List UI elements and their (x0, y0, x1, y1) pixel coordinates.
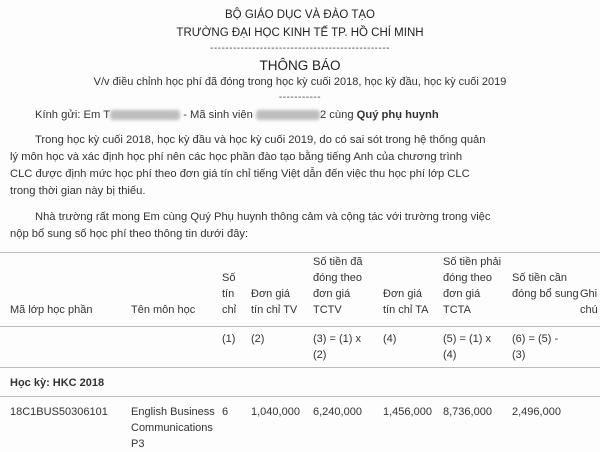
th-so-tin-chi: Số tín chỉ (222, 272, 237, 316)
kinh-gui-label: Kính gửi: Em (35, 109, 101, 121)
cell-don-gia-tv: 1,040,000 (251, 406, 300, 418)
redacted-student-id (256, 110, 320, 120)
formula-don-gia-tv: (2) (251, 333, 265, 345)
ministry-name: BỘ GIÁO DỤC VÀ ĐÀO TẠO (225, 9, 375, 21)
header-divider (0, 326, 600, 327)
formula-so-tien-can-bo-sung: (6) = (5) - (3) (512, 333, 559, 361)
cell-so-tien-da-dong: 6,240,000 (313, 406, 362, 418)
th-ten-mon: Tên môn học (131, 304, 196, 316)
formula-so-tien-da-dong: (3) = (1) x (2) (313, 333, 361, 361)
formula-divider (0, 367, 600, 368)
paragraph-1-line-2: lý môn học và xác định học phí nên các học phần đào tạo bằng tiếng Anh của chương trình (10, 151, 463, 163)
paragraph-1-line-4: trong thời gian này bị thiếu. (10, 185, 146, 197)
th-don-gia-ta: Đơn giá tín chỉ TA (383, 288, 429, 316)
cell-ten-mon: English Business Communications P3 (131, 406, 215, 450)
table-top-border (0, 252, 600, 253)
header-separator: ----------------------------------------------- (209, 43, 390, 54)
cell-so-tin-chi: 6 (222, 406, 229, 418)
th-don-gia-tv: Đơn giá tín chỉ TV (251, 288, 298, 316)
parent-label: Quý phụ huynh (356, 109, 439, 121)
paragraph-1-line-3: CLC được định mức học phí theo đơn giá tín chỉ tiếng Việt dẫn đến việc thu học phí lớp CLC (10, 168, 470, 180)
semester-divider (0, 396, 600, 397)
th-so-tien-can-bo-sung: Số tiền cần đóng bổ sung (512, 272, 579, 300)
cell-don-gia-ta: 1,456,000 (383, 406, 432, 418)
th-ghi-chu: Ghi chú (580, 288, 598, 316)
notice-separator: ----------- (278, 92, 322, 103)
student-id-label: - Mã sinh viên (183, 109, 253, 121)
redacted-student-name (110, 110, 180, 120)
cell-so-tien-can-bo-sung: 2,496,000 (512, 406, 561, 418)
student-name-initial: T (103, 109, 111, 121)
formula-so-tien-phai-dong: (5) = (1) x (4) (443, 333, 491, 361)
th-ma-lop: Mã lớp học phần (10, 304, 93, 316)
notice-subtitle: V/v điều chỉnh học phí đã đóng trong học kỳ cuối 2018, học kỳ đầu, học kỳ cuối 2019 (93, 76, 507, 88)
notice-title: THÔNG BÁO (259, 58, 341, 73)
paragraph-1-line-1: Trong học kỳ cuối 2018, học kỳ đầu và học kỳ cuối 2019, do có sai sót trong hệ thống quản (35, 134, 486, 146)
addressee-line (35, 109, 439, 121)
semester-label: Học kỳ: HKC 2018 (10, 377, 105, 389)
th-so-tien-phai-dong: Số tiền phải đóng theo đơn giá TCTA (443, 256, 502, 316)
cell-ma-lop: 18C1BUS50306101 (10, 406, 108, 418)
formula-so-tin-chi: (1) (222, 333, 236, 345)
paragraph-2-line-1: Nhà trường rất mong Em cùng Quý Phụ huynh thông cảm và cộng tác với trường trong việc (35, 211, 491, 223)
cell-so-tien-phai-dong: 8,736,000 (443, 406, 492, 418)
paragraph-2-line-2: nộp bổ sung số học phí theo thông tin dưới đây: (10, 228, 249, 240)
university-name: TRƯỜNG ĐẠI HỌC KINH TẾ TP. HỒ CHÍ MINH (176, 27, 424, 39)
cung-label: cùng (329, 109, 354, 121)
formula-don-gia-ta: (4) (383, 333, 397, 345)
th-so-tien-da-dong: Số tiền đã đóng theo đơn giá TCTV (313, 256, 363, 316)
student-id-tail: 2 (319, 109, 327, 121)
